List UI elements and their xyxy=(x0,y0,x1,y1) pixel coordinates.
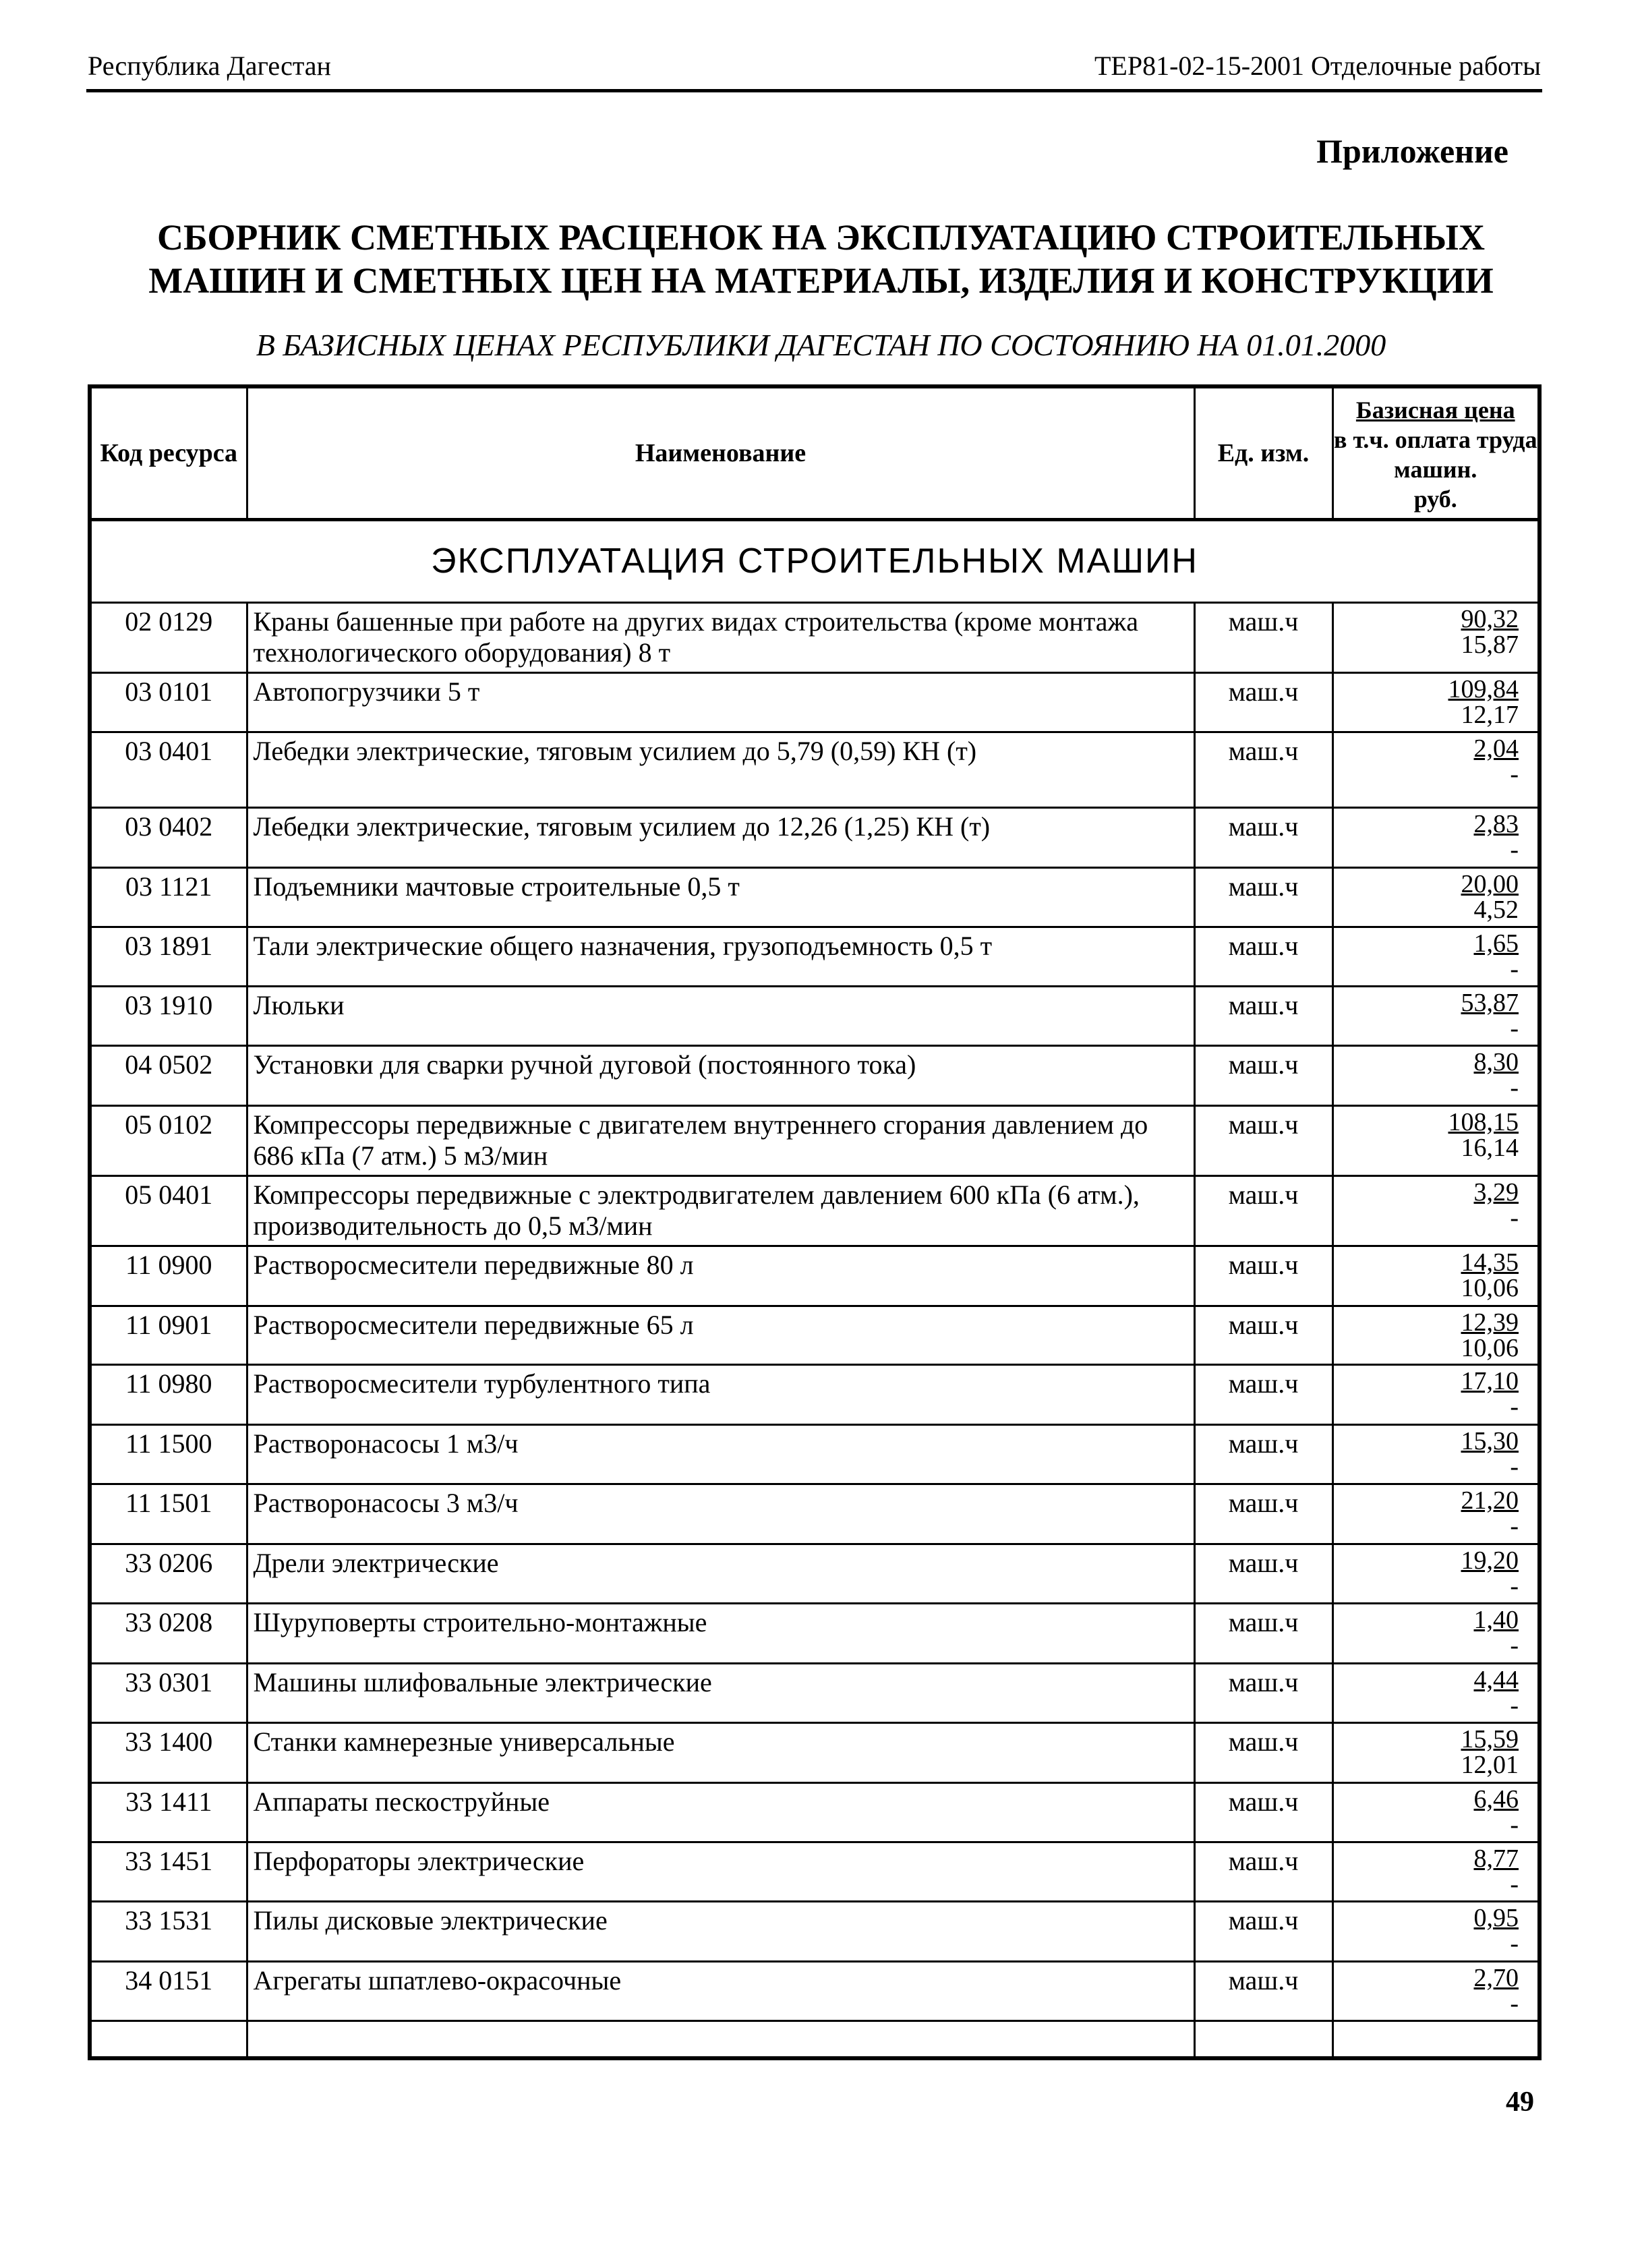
header-price-base: Базисная цена xyxy=(1355,396,1515,424)
resource-code: 11 0901 xyxy=(90,1306,247,1364)
table-row xyxy=(90,1663,1540,1722)
resource-code: 05 0401 xyxy=(90,1175,247,1246)
resource-code: 11 1500 xyxy=(90,1424,247,1484)
labor-cost: - xyxy=(1510,1203,1519,1232)
base-price: 90,32 xyxy=(1461,604,1519,633)
labor-cost: 12,17 xyxy=(1461,701,1519,730)
table-row xyxy=(90,1782,1540,1842)
labor-cost: - xyxy=(1510,1074,1519,1103)
empty-cell xyxy=(90,2021,247,2058)
labor-cost: - xyxy=(1510,1452,1519,1481)
base-price: 0,95 xyxy=(1473,1904,1519,1933)
base-price: 8,30 xyxy=(1473,1048,1519,1077)
resource-unit: маш.ч xyxy=(1194,1663,1332,1722)
resource-name: Люльки xyxy=(247,986,1194,1045)
header-name: Наименование xyxy=(247,386,1194,519)
resource-price xyxy=(1332,1105,1540,1175)
resource-price xyxy=(1332,808,1540,867)
resource-name: Агрегаты шпатлево-окрасочные xyxy=(247,1961,1194,2020)
labor-cost: 4,52 xyxy=(1473,895,1519,924)
resource-code: 33 0206 xyxy=(90,1544,247,1603)
appendix-label: Приложение xyxy=(1316,132,1508,170)
resource-code: 33 1411 xyxy=(90,1782,247,1842)
resource-unit: маш.ч xyxy=(1194,1365,1332,1424)
resource-unit: маш.ч xyxy=(1194,673,1332,732)
resource-price xyxy=(1332,1723,1540,1782)
resource-name: Перфораторы электрические xyxy=(247,1842,1194,1901)
resource-price xyxy=(1332,1782,1540,1842)
table-row xyxy=(90,1365,1540,1424)
labor-cost: - xyxy=(1510,1810,1519,1839)
document-title-line2: МАШИН И СМЕТНЫХ ЦЕН НА МАТЕРИАЛЫ, ИЗДЕЛИЯ И КОНСТРУКЦИИ xyxy=(148,260,1494,301)
resource-unit: маш.ч xyxy=(1194,1105,1332,1175)
empty-cell xyxy=(247,2021,1194,2058)
table-row xyxy=(90,1105,1540,1175)
labor-cost: 10,06 xyxy=(1461,1274,1519,1303)
resource-unit: маш.ч xyxy=(1194,1175,1332,1246)
resource-name: Растворосмесители передвижные 65 л xyxy=(247,1306,1194,1364)
table-row xyxy=(90,808,1540,867)
labor-cost: 12,01 xyxy=(1461,1751,1519,1780)
resource-code: 03 1891 xyxy=(90,927,247,986)
base-price: 17,10 xyxy=(1461,1367,1519,1396)
resource-code: 02 0129 xyxy=(90,602,247,672)
resource-price xyxy=(1332,1246,1540,1306)
base-price: 2,83 xyxy=(1473,810,1519,839)
resource-price xyxy=(1332,927,1540,986)
labor-cost: 16,14 xyxy=(1461,1133,1519,1162)
section-row xyxy=(90,519,1540,602)
labor-cost: - xyxy=(1510,1929,1519,1958)
labor-cost: - xyxy=(1510,1393,1519,1422)
base-price: 15,59 xyxy=(1461,1725,1519,1754)
resource-price xyxy=(1332,1175,1540,1246)
labor-cost: - xyxy=(1510,1014,1519,1043)
table-row xyxy=(90,867,1540,927)
page-number: 49 xyxy=(1506,2087,1534,2118)
base-price: 53,87 xyxy=(1461,988,1519,1017)
resource-name: Краны башенные при работе на других видах строительства (кроме монтажа технологического оборудования) 8 т xyxy=(247,602,1194,672)
table-row xyxy=(90,1484,1540,1544)
resource-unit: маш.ч xyxy=(1194,1842,1332,1901)
resource-price xyxy=(1332,1424,1540,1484)
resource-unit: маш.ч xyxy=(1194,1306,1332,1364)
labor-cost: - xyxy=(1510,1571,1519,1600)
table-row xyxy=(90,1961,1540,2020)
header-rule xyxy=(86,89,1542,92)
empty-cell xyxy=(1194,2021,1332,2058)
resource-price xyxy=(1332,1046,1540,1105)
header-price xyxy=(1332,386,1540,519)
labor-cost: - xyxy=(1510,1869,1519,1898)
base-price: 4,44 xyxy=(1473,1665,1519,1694)
resource-price xyxy=(1332,1902,1540,1961)
resource-code: 33 1531 xyxy=(90,1902,247,1961)
resource-name: Пилы дисковые электрические xyxy=(247,1902,1194,1961)
resource-name: Дрели электрические xyxy=(247,1544,1194,1603)
table-row xyxy=(90,1175,1540,1246)
resource-code: 33 1451 xyxy=(90,1842,247,1901)
base-price: 6,46 xyxy=(1473,1784,1519,1813)
resource-unit: маш.ч xyxy=(1194,1046,1332,1105)
resource-code: 33 1400 xyxy=(90,1723,247,1782)
table-row xyxy=(90,1604,1540,1663)
resource-unit: маш.ч xyxy=(1194,1484,1332,1544)
resource-unit: маш.ч xyxy=(1194,602,1332,672)
labor-cost: 10,06 xyxy=(1461,1333,1519,1362)
section-title: ЭКСПЛУАТАЦИЯ СТРОИТЕЛЬНЫХ МАШИН xyxy=(90,519,1540,602)
resource-unit: маш.ч xyxy=(1194,1544,1332,1603)
resource-price xyxy=(1332,602,1540,672)
resource-unit: маш.ч xyxy=(1194,1723,1332,1782)
header-code: Код ресурса xyxy=(90,386,247,519)
base-price: 20,00 xyxy=(1461,869,1519,898)
resource-unit: маш.ч xyxy=(1194,1961,1332,2020)
base-price: 12,39 xyxy=(1461,1308,1519,1337)
labor-cost: - xyxy=(1510,759,1519,788)
labor-cost: - xyxy=(1510,955,1519,984)
labor-cost: 15,87 xyxy=(1461,630,1519,659)
table-row xyxy=(90,1046,1540,1105)
resource-code: 11 0900 xyxy=(90,1246,247,1306)
resource-code: 11 1501 xyxy=(90,1484,247,1544)
table-row xyxy=(90,1902,1540,1961)
base-price: 19,20 xyxy=(1461,1546,1519,1575)
base-price: 108,15 xyxy=(1448,1107,1519,1136)
resource-price xyxy=(1332,1842,1540,1901)
base-price: 15,30 xyxy=(1461,1426,1519,1455)
header-document-code: ТЕР81-02-15-2001 Отделочные работы xyxy=(1094,51,1541,81)
resource-price xyxy=(1332,1484,1540,1544)
resource-unit: маш.ч xyxy=(1194,867,1332,927)
resource-name: Автопогрузчики 5 т xyxy=(247,673,1194,732)
labor-cost: - xyxy=(1510,1989,1519,2018)
table-row xyxy=(90,927,1540,986)
table-row xyxy=(90,986,1540,1045)
table-row xyxy=(90,1842,1540,1901)
resource-name: Растворосмесители передвижные 80 л xyxy=(247,1246,1194,1306)
resource-unit: маш.ч xyxy=(1194,732,1332,808)
labor-cost: - xyxy=(1510,1512,1519,1541)
header-price-labor: в т.ч. оплата труда машин. xyxy=(1334,426,1537,483)
resource-code: 04 0502 xyxy=(90,1046,247,1105)
resource-code: 11 0980 xyxy=(90,1365,247,1424)
resource-unit: маш.ч xyxy=(1194,1604,1332,1663)
base-price: 2,04 xyxy=(1473,734,1519,763)
labor-cost: - xyxy=(1510,1631,1519,1660)
resource-name: Компрессоры передвижные с электродвигателем давлением 600 кПа (6 атм.), производительность до 0,5 м3/мин xyxy=(247,1175,1194,1246)
resource-unit: маш.ч xyxy=(1194,1902,1332,1961)
resource-unit: маш.ч xyxy=(1194,986,1332,1045)
table-header-row xyxy=(90,386,1540,519)
resource-price xyxy=(1332,1604,1540,1663)
base-price: 3,29 xyxy=(1473,1177,1519,1206)
base-price: 1,65 xyxy=(1473,929,1519,958)
resource-name: Растворонасосы 1 м3/ч xyxy=(247,1424,1194,1484)
resource-name: Компрессоры передвижные с двигателем внутреннего сгорания давлением до 686 кПа (7 атм.) 5 м3/мин xyxy=(247,1105,1194,1175)
resource-name: Подъемники мачтовые строительные 0,5 т xyxy=(247,867,1194,927)
resource-code: 03 1121 xyxy=(90,867,247,927)
resource-unit: маш.ч xyxy=(1194,927,1332,986)
resource-name: Тали электрические общего назначения, грузоподъемность 0,5 т xyxy=(247,927,1194,986)
base-price: 21,20 xyxy=(1461,1486,1519,1515)
resource-price xyxy=(1332,1544,1540,1603)
table-row xyxy=(90,602,1540,672)
table-row xyxy=(90,1424,1540,1484)
resource-code: 03 0101 xyxy=(90,673,247,732)
document-title-line1: СБОРНИК СМЕТНЫХ РАСЦЕНОК НА ЭКСПЛУАТАЦИЮ СТРОИТЕЛЬНЫХ xyxy=(157,217,1485,258)
resource-code: 03 1910 xyxy=(90,986,247,1045)
resource-code: 03 0401 xyxy=(90,732,247,808)
resource-name: Аппараты пескоструйные xyxy=(247,1782,1194,1842)
price-table xyxy=(88,384,1542,2060)
base-price: 8,77 xyxy=(1473,1844,1519,1873)
resource-name: Машины шлифовальные электрические xyxy=(247,1663,1194,1722)
header-price-currency: руб. xyxy=(1413,485,1457,513)
table-row xyxy=(90,1544,1540,1603)
document-subtitle: В БАЗИСНЫХ ЦЕНАХ РЕСПУБЛИКИ ДАГЕСТАН ПО СОСТОЯНИЮ НА 01.01.2000 xyxy=(256,328,1386,362)
resource-price xyxy=(1332,986,1540,1045)
resource-code: 05 0102 xyxy=(90,1105,247,1175)
resource-name: Шуруповерты строительно-монтажные xyxy=(247,1604,1194,1663)
resource-price xyxy=(1332,1663,1540,1722)
header-unit: Ед. изм. xyxy=(1194,386,1332,519)
base-price: 2,70 xyxy=(1473,1963,1519,1992)
labor-cost: - xyxy=(1510,1691,1519,1720)
resource-price xyxy=(1332,673,1540,732)
base-price: 14,35 xyxy=(1461,1248,1519,1277)
resource-name: Лебедки электрические, тяговым усилием до 5,79 (0,59) КН (т) xyxy=(247,732,1194,808)
resource-name: Растворонасосы 3 м3/ч xyxy=(247,1484,1194,1544)
resource-price xyxy=(1332,1365,1540,1424)
base-price: 1,40 xyxy=(1473,1606,1519,1635)
resource-unit: маш.ч xyxy=(1194,1246,1332,1306)
table-row xyxy=(90,732,1540,808)
empty-cell xyxy=(1332,2021,1540,2058)
table-row xyxy=(90,1246,1540,1306)
labor-cost: - xyxy=(1510,836,1519,865)
resource-code: 33 0208 xyxy=(90,1604,247,1663)
resource-price xyxy=(1332,867,1540,927)
resource-unit: маш.ч xyxy=(1194,1424,1332,1484)
resource-unit: маш.ч xyxy=(1194,808,1332,867)
resource-price xyxy=(1332,732,1540,808)
resource-name: Растворосмесители турбулентного типа xyxy=(247,1365,1194,1424)
resource-name: Лебедки электрические, тяговым усилием до 12,26 (1,25) КН (т) xyxy=(247,808,1194,867)
empty-row xyxy=(90,2021,1540,2058)
header-region: Республика Дагестан xyxy=(88,51,331,81)
resource-unit: маш.ч xyxy=(1194,1782,1332,1842)
resource-code: 03 0402 xyxy=(90,808,247,867)
resource-price xyxy=(1332,1961,1540,2020)
resource-code: 33 0301 xyxy=(90,1663,247,1722)
resource-name: Установки для сварки ручной дуговой (постоянного тока) xyxy=(247,1046,1194,1105)
table-row xyxy=(90,1723,1540,1782)
table-row xyxy=(90,673,1540,732)
base-price: 109,84 xyxy=(1448,675,1519,704)
resource-code: 34 0151 xyxy=(90,1961,247,2020)
resource-price xyxy=(1332,1306,1540,1364)
table-row xyxy=(90,1306,1540,1364)
resource-name: Станки камнерезные универсальные xyxy=(247,1723,1194,1782)
